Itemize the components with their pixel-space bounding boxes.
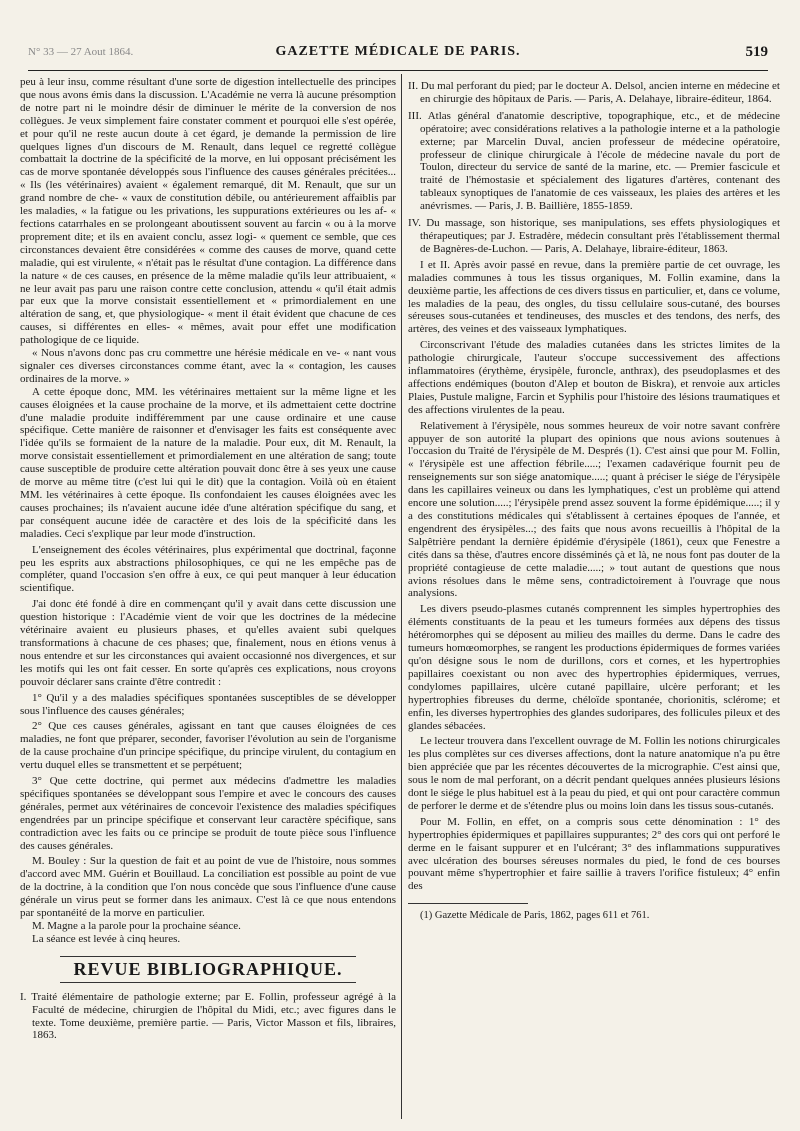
paragraph: Les divers pseudo-plasmes cutanés comprennent les simples hypertrophies des éléments constituants de la peau et les tumeurs formées aux dépens des tissus hétéromorphes qui se déposent au milieu des mailles du derme. Dans le cadre des tumeurs homœomorphes, se rangent les productions épidermiques de formes variées qu'on désigne sous le nom de durillons, cors et cornes, et les hypertrophies papillaires coexistant ou non avec des hypertrophies épidermiques, verrues, condylomes papillaires, ulcère cutané papillaire, ulcère perforant; et les hypertrophies fibreuses du derme, chéloïde spontanée, chorionitis, sclérome; et enfin, les diverses hypertrophies des glandes sudoripares, des follicules pileux et des glandes sébacées.	[408, 603, 780, 732]
footnote: (1) Gazette Médicale de Paris, 1862, pages 611 et 761.	[420, 910, 650, 922]
paragraph: I et II. Après avoir passé en revue, dans la première partie de cet ouvrage, les maladies communes à tous les tissus organiques, M. Follin examine, dans la deuxième partie, les affections de ces divers tissus en particulier, et, dans ce volume, les maladies de la peau, des ongles, du tissu cellulaire sous-cutané, des bourses séreuses sous-cutanées et tendineuses, des muscles et des tendons, des nerfs, des artères, des veines et des vaisseaux lymphatiques.	[408, 258, 780, 336]
paragraph: 2° Que ces causes générales, agissant en tant que causes éloignées de ces maladies, ne font que préparer, seconder, favoriser l'évolution au sein de l'organisme de la cause prochaine d'un principe spécifique, du principe virulent, du contagium en vertu duquel elles se transmettent et se perpétuent;	[20, 720, 396, 772]
section-title: REVUE BIBLIOGRAPHIQUE.	[20, 956, 396, 983]
left-column	[20, 76, 396, 1042]
paragraph: 1° Qu'il y a des maladies spécifiques spontanées susceptibles de se développer sous l'influence des causes générales;	[20, 691, 396, 717]
paragraph: M. Magne a la parole pour la prochaine séance.	[32, 920, 241, 932]
paragraph: peu à leur insu, comme résultant d'une sorte de digestion intellectuelle des principes que nous avons émis dans la discussion. L'Académie ne verra là aucune présomption de notre part ni le moindre désir de diminuer le mérite de la conversion de nos collègues. Je veux simplement faire constater comment et pourquoi elle s'est opérée, et pour qu'il ne reste aucun doute à cet égard, je demande la permission de lire quelques lignes d'un discours de M. Renault, dans lequel ce regretté collègue combattait la doctrine de la spécificité de la morve, en lui opposant précisément les cas de morve spontanée développés sous l'influence des causes générales précitées... « Ils (les vétérinaires) avaient « également remarqué, dit M. Renault, que sur un grand nombre de che- « vaux de constitution débile, ou antérieurement affaiblis par les maladies, « la fatigue ou les privations, les suppurations extérieures ou les af- « fections catarrhales en se prolongeant aboutissent souvent au farcin « ou à la morve proprement dite; et ils en avaient conclu, assez logi- « quement ce semble, que ces circonstances devaient être considérées « comme des causes de morve, quand cette maladie, qui est virulente, « n'était pas le résultat d'une contagion. La différence dans la nature « de ces causes, en présence de la même maladie qu'ils leur attribuaient, « ne leur avait pas paru une raison contre cette conclusion, attendu « qu'il était admis par eux que la morve consistait essentiellement et « primordialement en une altération de sang, et, que physiologique- « ment il était évident que chacune de ces causes, si différentes en elles- « mêmes, avait pour effet une modification pathologique de ce liquide.	[20, 76, 396, 347]
bibliography-entry: I. Traité élémentaire de pathologie externe; par E. Follin, professeur agrégé à la Faculté de médecine, chirurgien de l'hôpital du Midi, etc.; avec figures dans le texte. Tome deuxième, première partie. — Paris, Victor Masson et fils, libraires, 1863.	[20, 990, 396, 1042]
paragraph: J'ai donc été fondé à dire en commençant qu'il y avait dans cette discussion une question historique : l'Académie vient de voir que les doctrines de la médecine vétérinaire avaient eu plusieurs phases, et qu'elles avaient subi quelques transformations à chacune de ces phases; que, finalement, nous en étions venus à nous entendre et sur les circonstances qui avaient occasionné nos divergences, et sur les motifs qui les ont fait cesser. En sorte qu'après ces explications, nous croyons pouvoir déclarer sans crainte d'être contredit :	[20, 598, 396, 688]
paragraph: La séance est levée à cinq heures.	[32, 932, 181, 945]
paragraph: M. Bouley : Sur la question de fait et au point de vue de l'histoire, nous sommes d'accord avec MM. Guérin et Bouillaud. La conciliation est possible au point de vue de la doctrine, à la condition que l'on nous concède que sous l'influence d'une cause générale un virus peut se former dans les animaux. C'est là ce que nous entendons par spontanéité de la morve en particulier.	[20, 855, 396, 920]
column-divider	[401, 74, 402, 1119]
journal-title: GAZETTE MÉDICALE DE PARIS.	[275, 44, 521, 59]
paragraph: Pour M. Follin, en effet, on a compris sous cette dénomination : 1° des hypertrophies épidermiques et papillaires suppurantes; 2° des cors qui ont perforé le derme en le faisant suppurer et en l'ulcérant; 3° des inflammations suppuratives avec ulcération des bourses séreuses normales du pied, le fond de ces bourses pouvant même s'hypertrophier et faire saillie à travers l'orifice fistuleux; 4° enfin des	[408, 815, 780, 893]
issue-stamp: N° 33 — 27 Aout 1864.	[28, 46, 134, 58]
page-number: 519	[745, 44, 768, 60]
paragraph: A cette époque donc, MM. les vétérinaires mettaient sur la même ligne et les causes éloignées et la cause prochaine de la morve, et ils admettaient cette doctrine d'une maladie produite indifféremment par une cause ordinaire et une cause spécifique. Cette manière de raisonner et d'envisager les faits est conséquente avec l'idée qu'ils se formaient de la nature de la maladie. Pour eux, dit M. Renault, la morve consistait essentiellement et primordialement en une altération de sang; toute cause susceptible de produire cette altération pouvait donc être à ses yeux une cause de morve au même titre (c'est lui qui le dit) que la contagion. Voilà où en étaient MM. les vétérinaires à cette époque. Ils confondaient les causes éloignées avec les causes prochaines; ils n'avaient aucune idée d'une altération spécifique du sang, et par conséquent aucune idée de caractère et des lois de la spécificité dans les maladies. Ceci s'explique par leur mode d'instruction.	[20, 385, 396, 540]
bibliography-entry: II. Du mal perforant du pied; par le docteur A. Delsol, ancien interne en médecine et en chirurgie des hôpitaux de Paris. — Paris, A. Delahaye, libraire-éditeur, 1864.	[408, 80, 780, 105]
paragraph: 3° Que cette doctrine, qui permet aux médecins d'admettre les maladies spécifiques spontanées se développant sous l'empire et avec le concours des causes générales, permet aux vétérinaires de concevoir l'existence des maladies spécifiques engendrées par un principe spécifique et conservant leur caractère spécifique, sans contradiction avec les faits ou ce principe se produit de toute pièce sous l'influence des causes générales.	[20, 775, 396, 852]
header-rule	[28, 70, 768, 71]
paragraph: Circonscrivant l'étude des maladies cutanées dans les strictes limites de la pathologie chirurgicale, l'auteur s'occupe successivement des affections inflammatoires (érythème, érysipèle, furoncle, anthrax), des pseudoplasmes et des affections endémiques (bouton d'Alep et bouton de Biskra), et renvoie aux articles Plaies, Pustule maligne, Farcin et Syphilis pour l'histoire des lésions traumatiques et des affections virulentes de la peau.	[408, 339, 780, 416]
paragraph: Relativement à l'érysipèle, nous sommes heureux de voir notre savant confrère appuyer de son autorité la plupart des opinions que nous avions soutenues à l'occasion du Traité de l'érysipèle de M. Després (1). C'est ainsi que pour M. Follin, « l'érysipèle est une affection fébrile.....; l'examen cadavérique fournit peu de renseignements sur son siége anatomique.....; quant à préciser le siége de l'érysipèle dans les capillaires veineux ou dans les lymphatiques, c'est un problème qui attend encore une solution.....; l'érysipèle prend assez souvent la forme épidémique.....; il y a des constitutions médicales qui s'établissent à certaines époques de l'année, et engendrent des érysipèles...; des faits que nous avons recueillis à l'hôpital de la Salpêtrière pendant la dernière épidémie d'érysipèle (1861), ceux que Fenestre a cités dans sa thèse, d'autres encore disséminés çà et là, ne nous font pas douter de la propriété contagieuse de cette maladie.....; » tout autant de questions que nous avions résolues dans le même sens, contradictoirement à l'ouvrage que nous analysions.	[408, 419, 780, 600]
paragraph: Le lecteur trouvera dans l'excellent ouvrage de M. Follin les notions chirurgicales les plus complètes sur ces diverses affections, dont la nature anatomique n'a pu être bien appréciée que par les récentes découvertes de la micrographie. C'est ainsi que, sous le nom de mal perforant, on a décrit pendant quelques années plusieurs lésions dont le siége le plus habituel est à la peau du pied, et qui ont pour caractère commun de perforer le derme et de s'étendre plus ou moins loin dans les tissus sous-cutanés.	[408, 735, 780, 812]
right-column	[408, 76, 780, 923]
paragraph: « Nous n'avons donc pas cru commettre une hérésie médicale en ve- « nant vous signaler ces diverses circonstances comme étant, avec la « contagion, les causes ordinaires de la morve. »	[20, 347, 396, 385]
paragraph: L'enseignement des écoles vétérinaires, plus expérimental que doctrinal, façonne peu les esprits aux abstractions philosophiques, ce qui ne les empêche pas de compléter, quand l'occasion s'en offre à eux, ce qui peut manquer à leur éducation scientifique.	[20, 543, 396, 595]
bibliography-entry: III. Atlas général d'anatomie descriptive, topographique, etc., et de médecine opératoire; avec considérations relatives a la pathologie interne et a la pathologie externe; par Marcelin Duval, ancien professeur de médecine opératoire, professeur de clinique chirurgicale à l'école de médecine navale du port de Toulon, directeur du service de santé de la marine, etc. — Premier fascicule et traité de l'hémostasie et spécialement des ligatures d'artères, contenant des tableaux synoptiques de l'anatomie de ces vaisseaux, les plaies des artères et les anévrismes. — Paris, J. B. Baillière, 1855-1859.	[408, 109, 780, 213]
footnote-rule	[408, 903, 528, 904]
bibliography-entry: IV. Du massage, son historique, ses manipulations, ses effets physiologiques et thérapeutiques; par J. Estradère, médecin consultant près l'établissement thermal de Bagnères-de-Luchon. — Paris, A. Delahaye, libraire-éditeur, 1863.	[408, 217, 780, 255]
page-header	[28, 42, 768, 68]
